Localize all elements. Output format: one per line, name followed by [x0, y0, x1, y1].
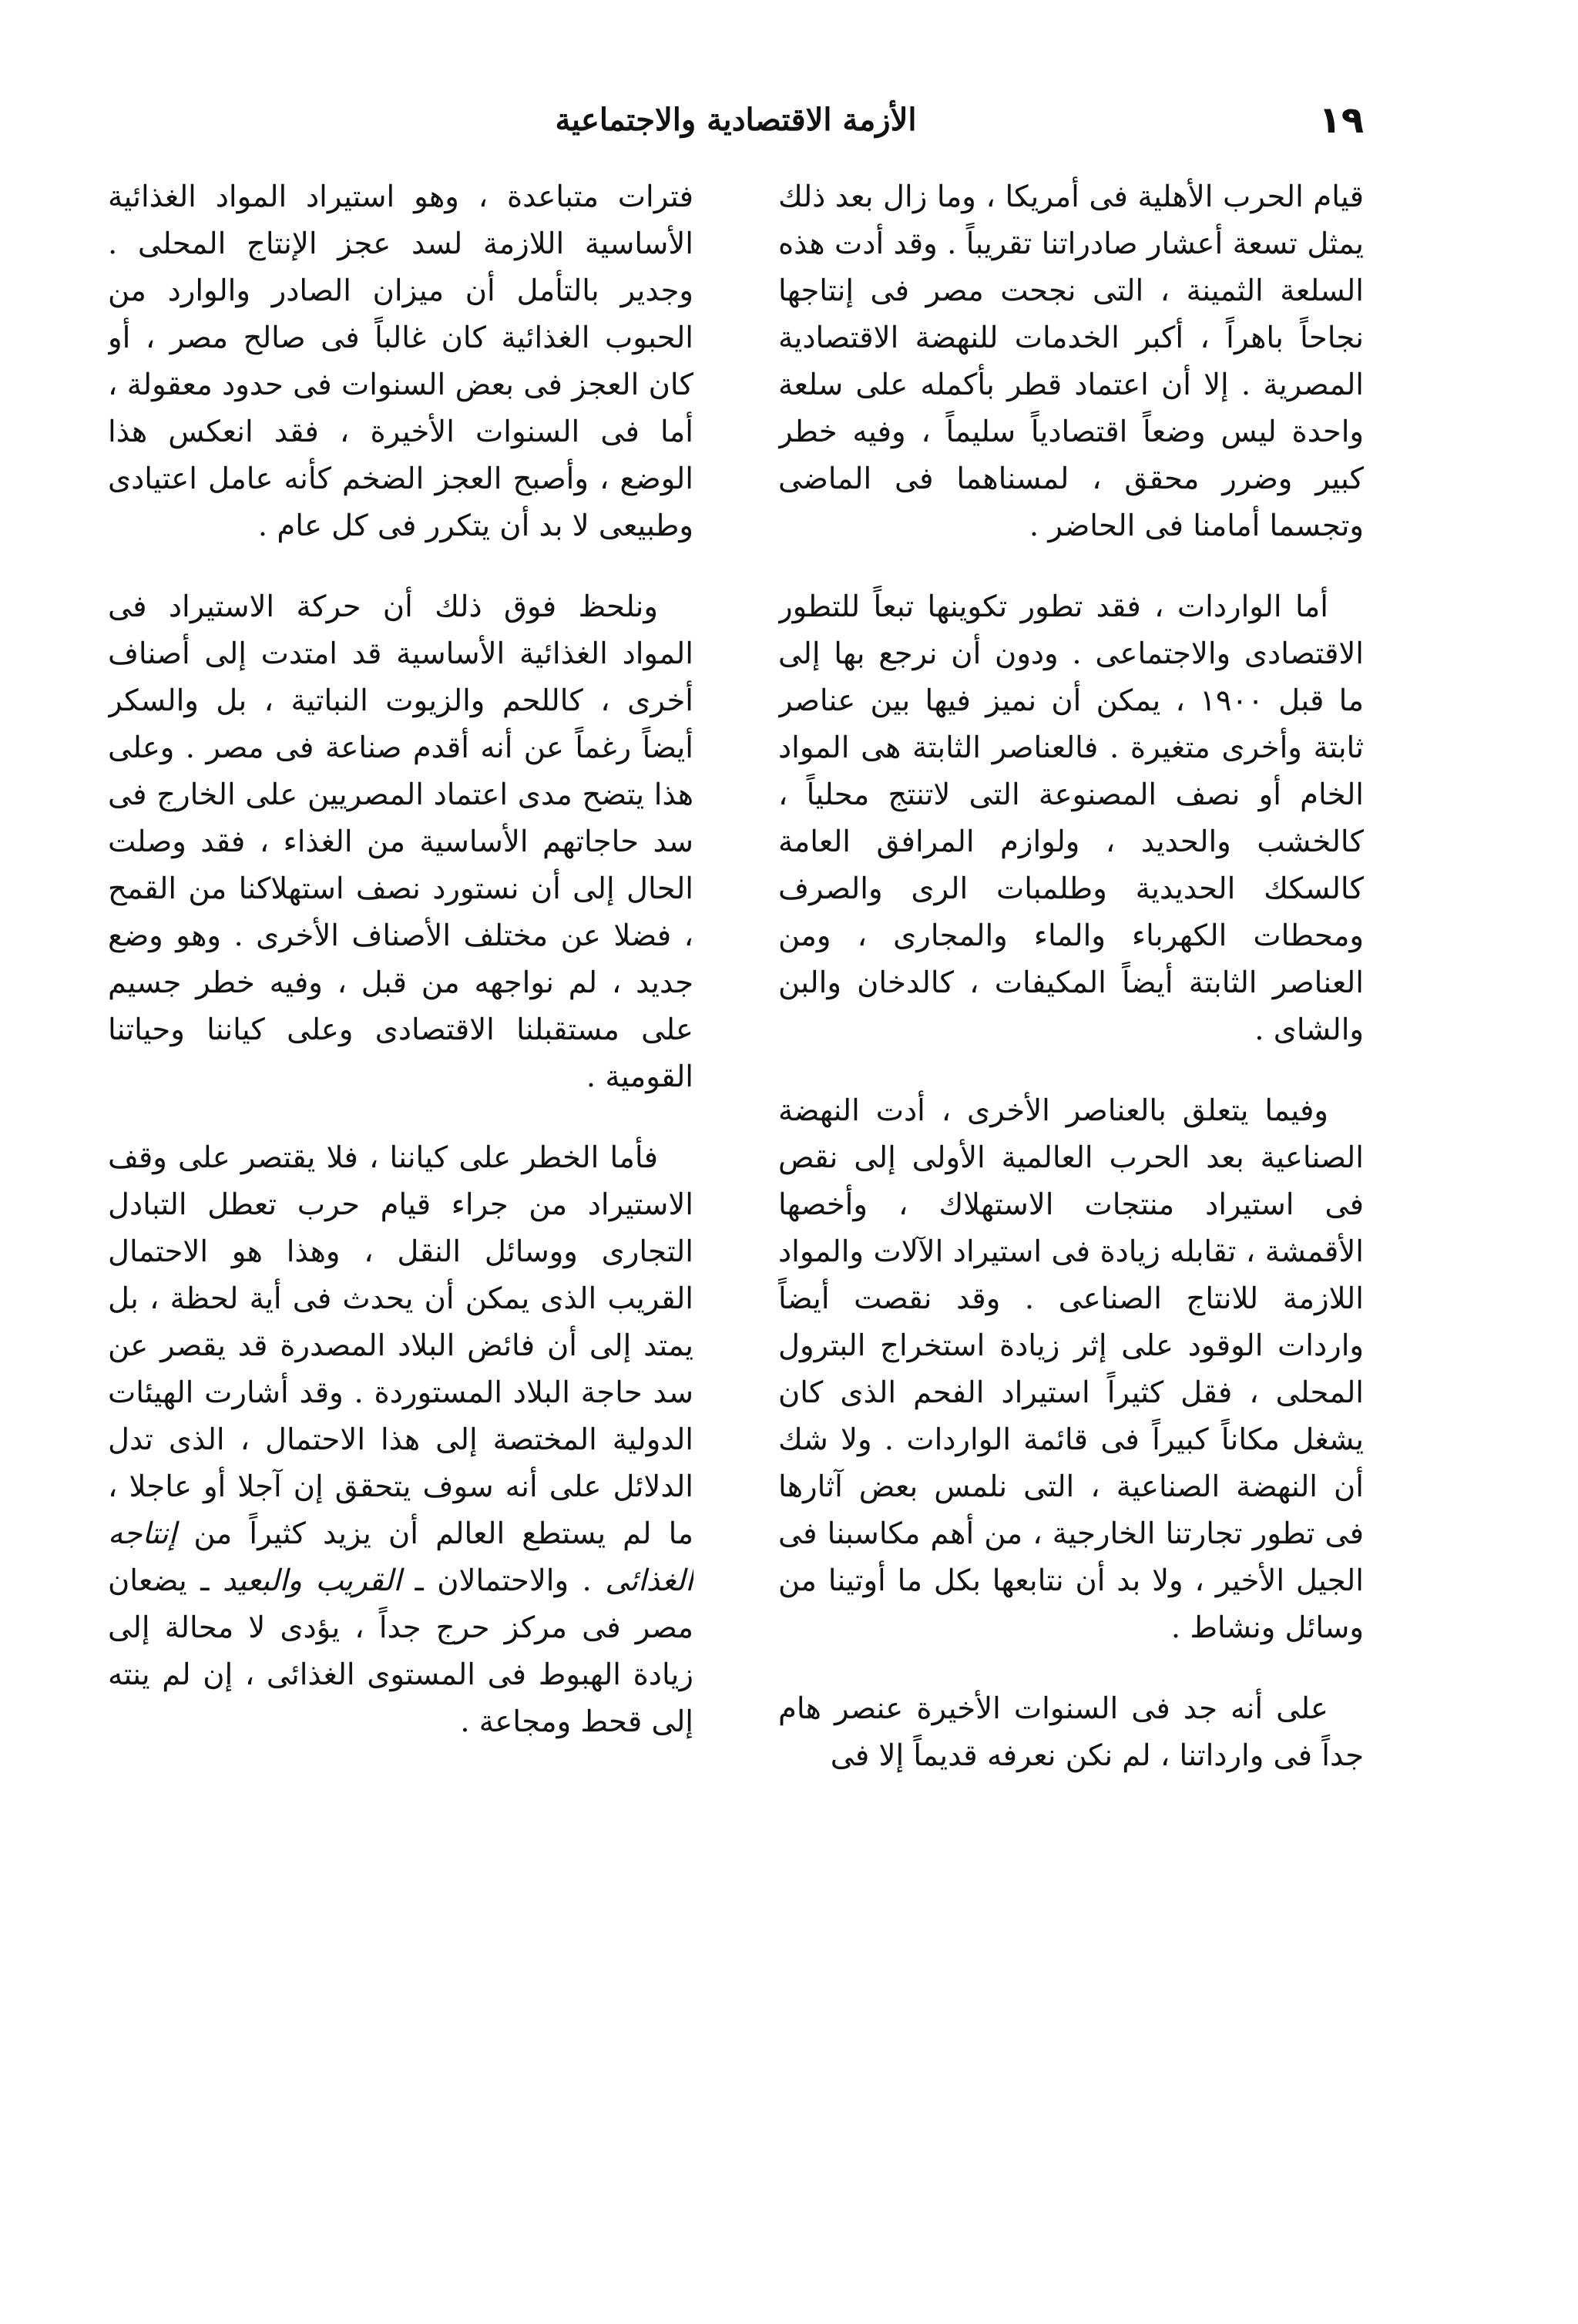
right-column: [778, 173, 1364, 2254]
paragraph: على أنه جد فى السنوات الأخيرة عنصر هام جداً فى وارداتنا ، لم نكن نعرفه قديماً إلا فى: [778, 1691, 1364, 1773]
page-number: ١٩: [1318, 99, 1364, 142]
text-columns: [108, 173, 1364, 2254]
paragraph: ونلحظ فوق ذلك أن حركة الاستيراد فى المواد الغذائية الأساسية قد امتدت إلى أصناف أخرى ، كاللحم والزيوت النباتية ، بل والسكر أيضاً رغماً عن أنه أقدم صناعة فى مصر . وعلى هذا يتضح مدى اعتماد المصريين على الخارج فى سد حاجاتهم الأساسية من الغذاء ، فقد وصلت الحال إلى أن نستورد نصف استهلاكنا من القمح ، فضلا عن مختلف الأصناف الأخرى . وهو وضع جديد ، لم نواجهه من قبل ، وفيه خطر جسيم على مستقبلنا الاقتصادى وعلى كياننا وحياتنا القومية .: [108, 589, 693, 1094]
italic-phrase: إنتاجه الغذائى: [108, 1516, 693, 1598]
paragraph: فترات متباعدة ، وهو استيراد المواد الغذائية الأساسية اللازمة لسد عجز الإنتاج المحلى . وجدير بالتأمل أن ميزان الصادر والوارد من الحبوب الغذائية كان غالباً فى صالح مصر ، أو كان العجز فى بعض السنوات فى حدود معقولة ، أما فى السنوات الأخيرة ، فقد انعكس هذا الوضع ، وأصبح العجز الضخم كأنه عامل اعتيادى وطبيعى لا بد أن يتكرر فى كل عام .: [108, 180, 693, 543]
paragraph: وفيما يتعلق بالعناصر الأخرى ، أدت النهضة الصناعية بعد الحرب العالمية الأولى إلى نقص فى استيراد منتجات الاستهلاك ، وأخصها الأقمشة ، تقابله زيادة فى استيراد الآلات والمواد اللازمة للانتاج الصناعى . وقد نقصت أيضاً واردات الوقود على إثر زيادة استخراج البترول المحلى ، فقل كثيراً استيراد الفحم الذى كان يشغل مكاناً كبيراً فى قائمة الواردات . ولا شك أن النهضة الصناعية ، التى نلمس بعض آثارها فى تطور تجارتنا الخارجية ، من أهم مكاسبنا فى الجيل الأخير ، ولا بد أن نتابعها بكل ما أوتينا من وسائل ونشاط .: [778, 1093, 1364, 1645]
paragraph-text: فأما الخطر على كياننا ، فلا يقتصر على وقف الاستيراد من جراء قيام حرب تعطل التبادل التجارى ووسائل النقل ، وهذا هو الاحتمال القريب الذى يمكن أن يحدث فى أية لحظة ، بل يمتد إلى أن فائض البلاد المصدرة قد يقصر عن سد حاجة البلاد المستوردة . وقد أشارت الهيئات الدولية المختصة إلى هذا الاحتمال ، الذى تدل الدلائل على أنه سوف يتحقق إن آجلا أو عاجلا ، ما لم يستطع العالم أن يزيد كثيراً من: [108, 1140, 693, 1551]
italic-phrase: القريب والبعيد: [222, 1563, 402, 1598]
left-column: [108, 173, 693, 2254]
paragraph: قيام الحرب الأهلية فى أمريكا ، وما زال بعد ذلك يمثل تسعة أعشار صادراتنا تقريباً . وقد أدت هذه السلعة الثمينة ، التى نجحت مصر فى إنتاجها نجاحاً باهراً ، أكبر الخدمات للنهضة الاقتصادية المصرية . إلا أن اعتماد قطر بأكمله على سلعة واحدة ليس وضعاً اقتصادياً سليماً ، وفيه خطر كبير وضرر محقق ، لمسناهما فى الماضى وتجسما أمامنا فى الحاضر .: [778, 180, 1364, 543]
paragraph-text: . والاحتمالان ـ: [401, 1563, 592, 1598]
page-header: [108, 99, 1364, 153]
paragraph: [108, 1134, 693, 1745]
paragraph: أما الواردات ، فقد تطور تكوينها تبعاً للتطور الاقتصادى والاجتماعى . ودون أن نرجع بها إلى ما قبل ١٩٠٠ ، يمكن أن نميز فيها بين عناصر ثابتة وأخرى متغيرة . فالعناصر الثابتة هى المواد الخام أو نصف المصنوعة التى لاتنتج محلياً ، كالخشب والحديد ، ولوازم المرافق العامة كالسكك الحديدية وطلمبات الرى والصرف ومحطات الكهرباء والماء والمجارى ، ومن العناصر الثابتة أيضاً المكيفات ، كالدخان والبن والشاى .: [778, 589, 1364, 1047]
paragraph-text: ـ يضعان مصر فى مركز حرج جداً ، يؤدى لا محالة إلى زيادة الهبوط فى المستوى الغذائى ، إن لم ينته إلى قحط ومجاعة .: [108, 1563, 693, 1739]
running-title: الأزمة الاقتصادية والاجتماعية: [555, 102, 917, 138]
